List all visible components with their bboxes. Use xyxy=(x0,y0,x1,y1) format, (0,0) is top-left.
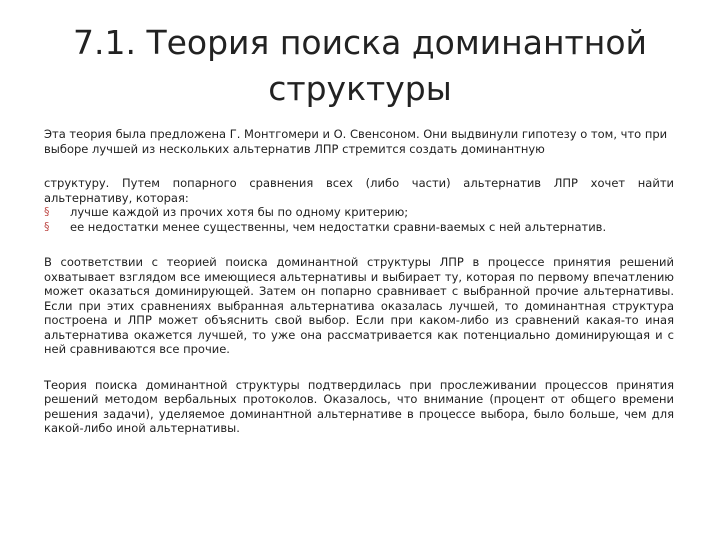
section-sign-bullet-icon: § xyxy=(44,205,50,218)
paragraph-spacer xyxy=(44,357,674,367)
section-sign-bullet-icon: § xyxy=(44,219,50,233)
paragraph-spacer xyxy=(44,234,674,244)
slide-title: 7.1. Теория поиска доминантной структуры xyxy=(72,23,647,108)
bullet-item xyxy=(44,220,674,235)
bullet-text: лучше каждой из прочих хотя бы по одному критерию; xyxy=(70,205,409,219)
intro-paragraph: Эта теория была предложена Г. Монтгомери и О. Свенсоном. Они выдвинули гипотезу о том, что при выборе лучшей из нескольких альтернатив ЛПР стремится создать доминантную xyxy=(44,127,668,156)
slide-body xyxy=(44,127,674,436)
criteria-bullet-list xyxy=(44,205,674,234)
bullet-text: ее недостатки менее существенны, чем недостатки сравни-ваемых с ней альтернатив. xyxy=(70,219,607,234)
confirmation-paragraph: Теория поиска доминантной структуры подтвердилась при прослеживании процессов принятия решений методом вербальных протоколов. Оказалось, что внимание (процент от общего времени решения задачи), уделяемое доминантной альтернативе в процессе выбора, было больше, чем для какой-либо иной альтернативы. xyxy=(44,377,674,435)
process-paragraph: В соответствии с теорией поиска доминантной структуры ЛПР в процессе принятия решений охватывает взглядом все имеющиеся альтернативы и выбирает ту, которая по первому впечатлению может оказаться доминирующей. Затем он попарно сравнивает с выбранной прочие альтернативы. Если при этих сравнениях выбранная альтернатива оказалась лучшей, то доминантная структура построена и ЛПР может объяснить свой выбор. Если при каком-либо из сравнений какая-то иная альтернатива окажется лучшей, то уже она рассматривается как потенциально доминирующая и с ней сравниваются все прочие. xyxy=(44,255,674,356)
bullet-item xyxy=(44,205,674,220)
continuation-paragraph: структуру. Путем попарного сравнения всех (либо части) альтернатив ЛПР хочет найти альтернативу, которая: xyxy=(44,176,674,205)
